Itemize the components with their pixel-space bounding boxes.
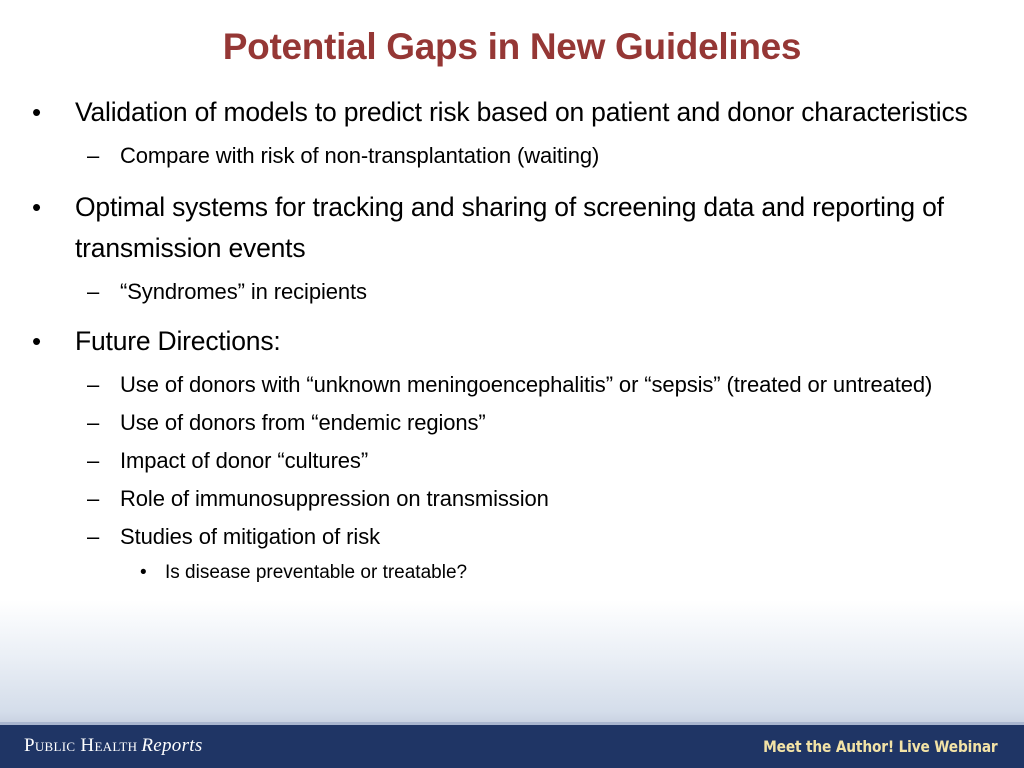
sub-bullet-text: Studies of mitigation of risk bbox=[120, 524, 380, 549]
sub-bullet-item bbox=[30, 444, 970, 478]
dash-icon: – bbox=[87, 448, 100, 473]
sub-bullet-text: “Syndromes” in recipients bbox=[120, 279, 367, 304]
sub-bullet-text: Use of donors from “endemic regions” bbox=[120, 410, 486, 435]
slide-title: Potential Gaps in New Guidelines bbox=[222, 26, 802, 67]
sub-sub-bullet-item bbox=[30, 558, 970, 588]
dash-icon: – bbox=[87, 486, 100, 511]
journal-logo bbox=[24, 735, 203, 757]
bullet-list bbox=[30, 92, 970, 588]
bullet-item-1 bbox=[30, 92, 970, 133]
sub-bullet-item bbox=[30, 368, 970, 402]
bullet-item-text: Optimal systems for tracking and sharing of screening data and reporting of transmission events bbox=[75, 192, 944, 263]
sub-bullet-text: Use of donors with “unknown meningoencephalitis” or “sepsis” (treated or untreated) bbox=[120, 372, 933, 397]
bullet-item-text: Future Directions: bbox=[75, 326, 281, 356]
journal-suffix: Reports bbox=[141, 735, 203, 756]
dash-icon: – bbox=[87, 372, 100, 397]
sub-sub-bullet-text: Is disease preventable or treatable? bbox=[165, 562, 468, 583]
sub-bullet-text: Impact of donor “cultures” bbox=[120, 448, 369, 473]
bullet-icon: • bbox=[32, 97, 41, 127]
bullet-item-text: Validation of models to predict risk based on patient and donor characteristics bbox=[75, 97, 968, 127]
bullet-icon: • bbox=[32, 326, 41, 356]
sub-bullet-item bbox=[30, 275, 970, 309]
dash-icon: – bbox=[87, 143, 100, 168]
sub-bullet-item bbox=[30, 520, 970, 554]
dash-icon: – bbox=[87, 410, 100, 435]
bullet-item-3 bbox=[30, 321, 970, 362]
sub-bullet-item bbox=[30, 139, 970, 173]
sub-bullet-item bbox=[30, 406, 970, 440]
sub-bullet-text: Compare with risk of non-transplantation (waiting) bbox=[120, 143, 600, 168]
dash-icon: – bbox=[87, 279, 100, 304]
sub-bullet-item bbox=[30, 482, 970, 516]
footer-bar bbox=[0, 722, 1024, 768]
dash-icon: – bbox=[87, 524, 100, 549]
bullet-icon: • bbox=[140, 562, 147, 583]
journal-name: Public Health bbox=[24, 735, 138, 756]
bullet-icon: • bbox=[32, 192, 41, 222]
bullet-item-2 bbox=[30, 187, 970, 269]
webinar-banner: Meet the Author! Live Webinar bbox=[763, 737, 998, 756]
sub-bullet-text: Role of immunosuppression on transmission bbox=[120, 486, 549, 511]
